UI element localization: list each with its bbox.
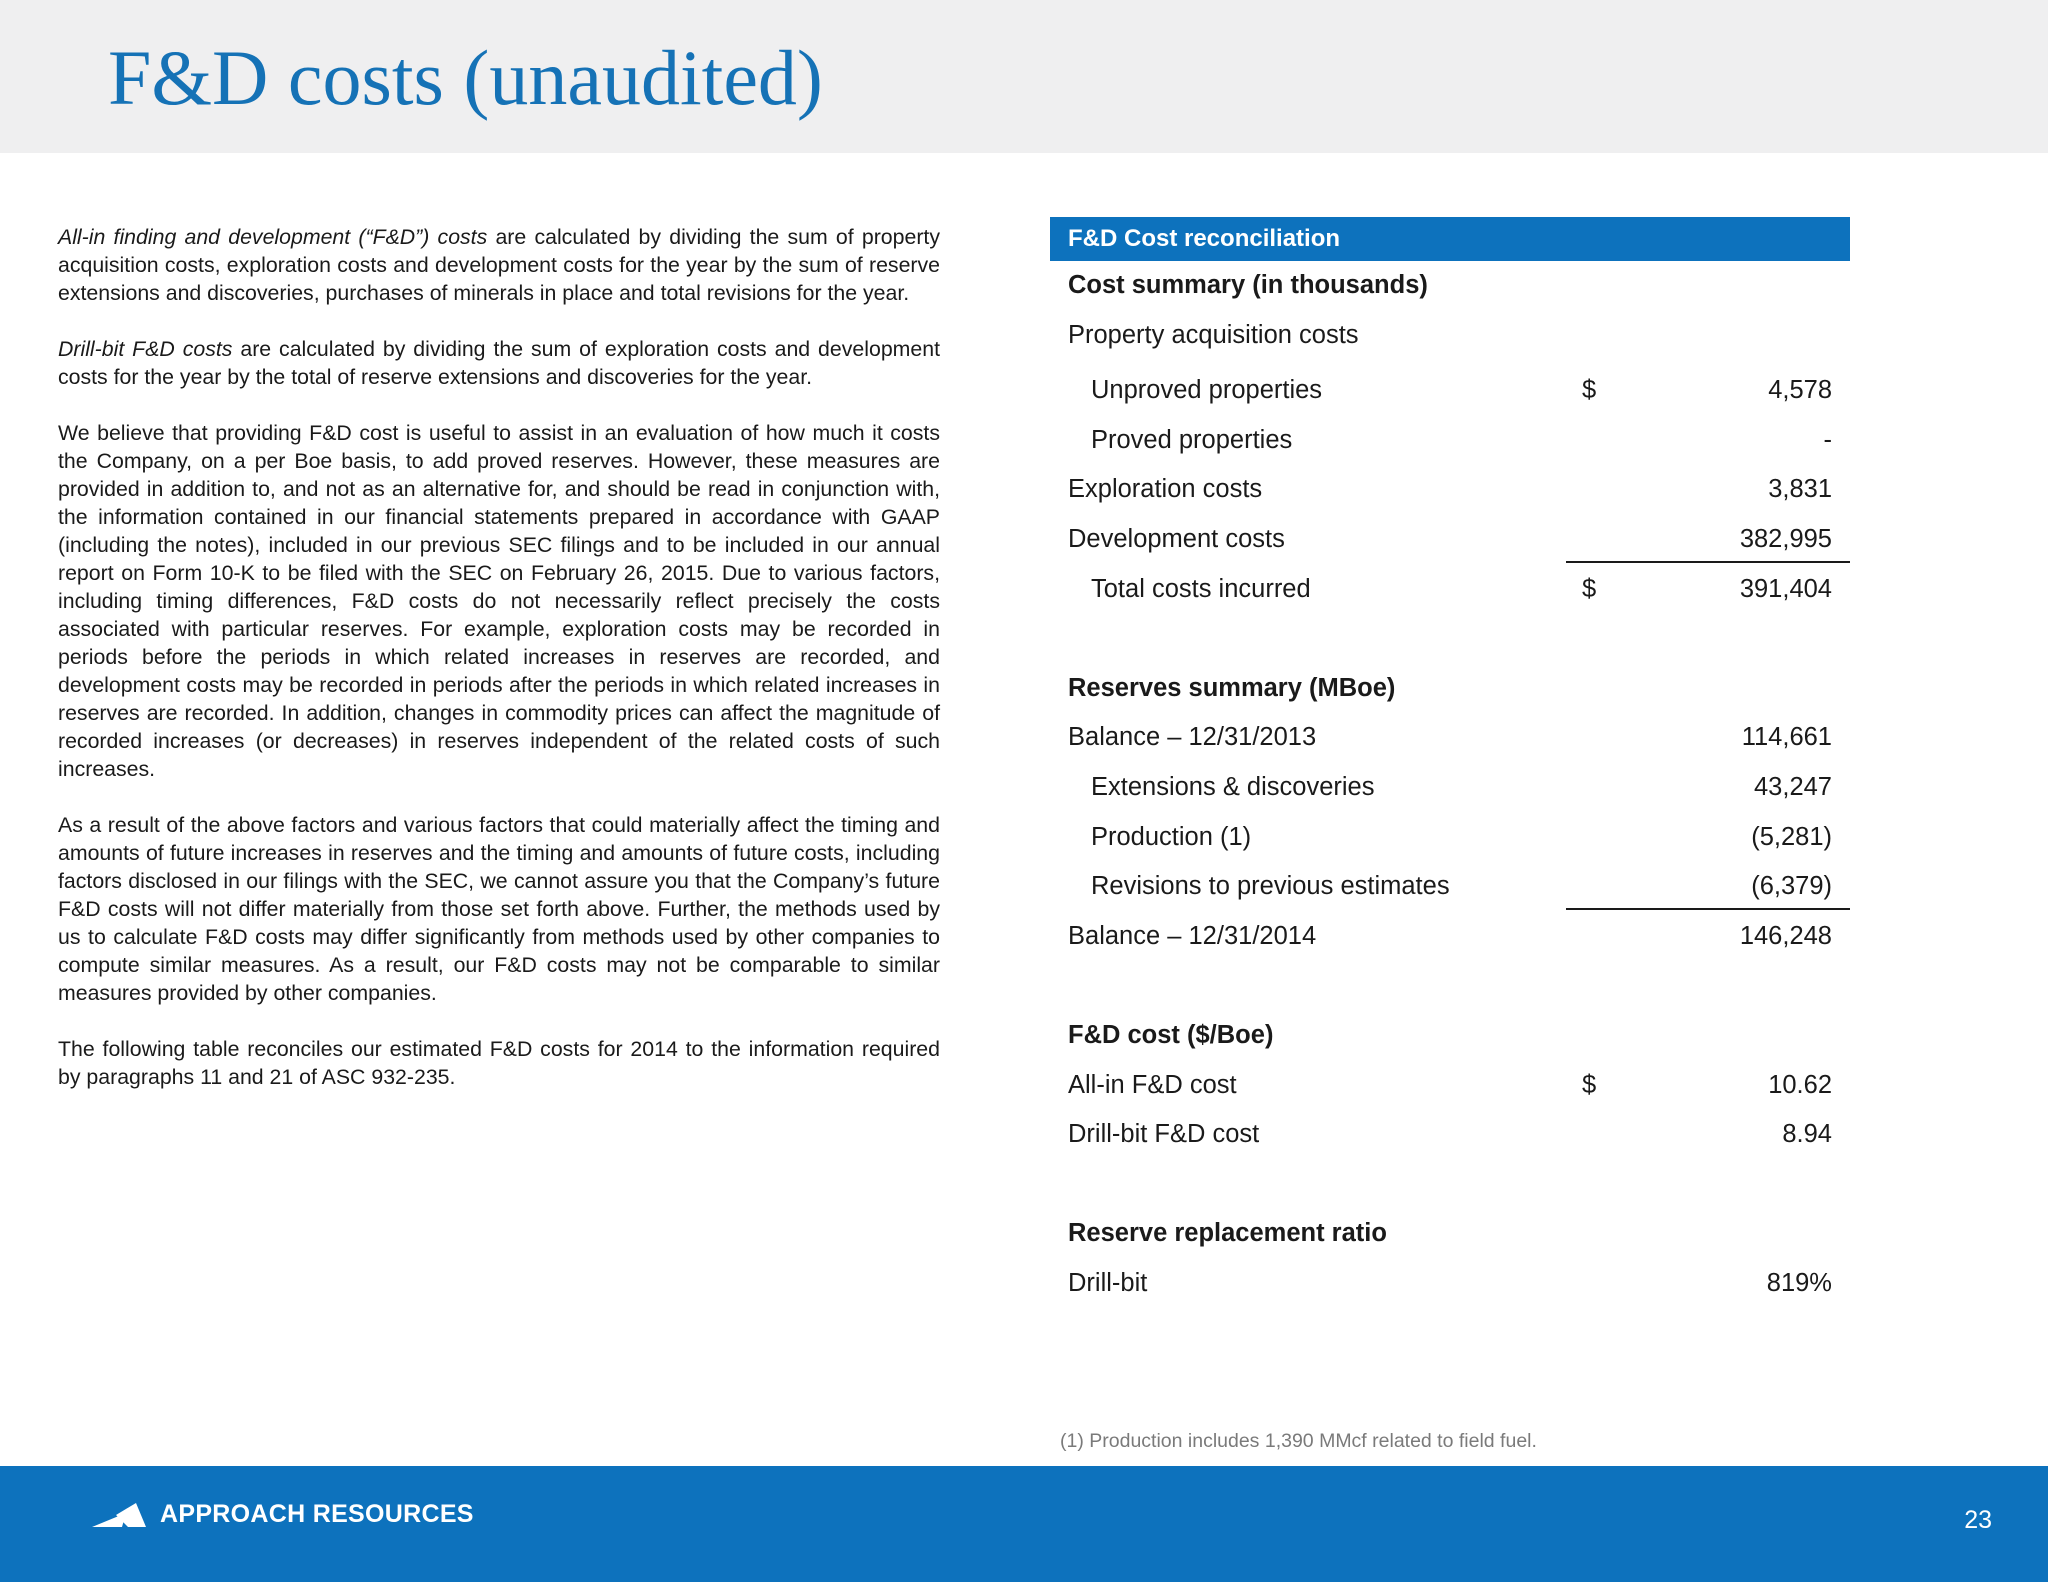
row-value: 819% (1766, 1268, 1832, 1297)
table-row (1050, 1259, 1850, 1309)
paragraph-text: are calculated by dividing the sum of exploration costs and development costs for the year by the total of reserve extensions and discoveries for the year. (58, 337, 941, 389)
term-allin-fd: All-in finding and development (“F&D”) costs (58, 225, 488, 249)
row-label: Unproved properties (1091, 376, 1323, 405)
row-label: Revisions to previous estimates (1091, 872, 1450, 901)
table-row (1050, 416, 1850, 466)
paragraph-limitations: As a result of the above factors and various factors that could materially affect the timing and amounts of future increases in reserves and the timing and amounts of future costs, including factors disclosed in our filings with the SEC, we cannot assure you that the Company’s future F&D costs will not differ materially from those set forth above. Further, the methods used by us to calculate F&D costs may differ significantly from methods used by other companies to compute similar measures. As a result, our F&D costs may not be comparable to similar measures provided by other companies. (58, 813, 940, 1005)
section-heading-cost-summary: Cost summary (in thousands) (1068, 271, 1428, 299)
approach-logo-icon (92, 1503, 146, 1527)
section-heading-reserves-summary: Reserves summary (MBoe) (1068, 673, 1396, 702)
currency-symbol: $ (1582, 574, 1597, 603)
paragraph-usefulness: We believe that providing F&D cost is useful to assist in an evaluation of how much it costs the Company, on a per Boe basis, to add proved reserves. However, these measures are provided in addition to, and not as an alternative for, and should be read in conjunction with, the information contained in our financial statements prepared in accordance with GAAP (including the notes), included in our previous SEC filings and to be included in our annual report on Form 10-K to be filed with the SEC on February 26, 2015. Due to various factors, including timing differences, F&D costs do not necessarily reflect precisely the costs associated with particular reserves. For example, exploration costs may be recorded in periods before the periods in which related increases in reserves are recorded, and development costs may be recorded in periods after the periods in which related increases in reserves are recorded. In addition, changes in commodity prices can affect the magnitude of recorded increases (or decreases) in reserves independent of the related costs of such increases. (58, 421, 940, 781)
row-label: Balance – 12/31/2014 (1068, 921, 1317, 950)
section-heading-fd-cost: F&D cost ($/Boe) (1068, 1020, 1274, 1049)
company-name: APPROACH RESOURCES (160, 1500, 474, 1528)
row-value: 8.94 (1782, 1120, 1832, 1149)
table-row (1050, 366, 1850, 416)
row-label: All-in F&D cost (1068, 1070, 1237, 1099)
row-label: Extensions & discoveries (1091, 772, 1375, 801)
table-row (1050, 465, 1850, 515)
section-spacer (1050, 1154, 1850, 1204)
table-row (1050, 1011, 1850, 1061)
fd-reconciliation-table (1050, 217, 1850, 1302)
paragraph-allin-definition (58, 223, 940, 307)
table-row (1050, 565, 1850, 615)
row-label: Drill-bit (1068, 1268, 1148, 1297)
body-text (58, 223, 940, 1119)
table-row (1050, 912, 1850, 962)
table-row (1050, 713, 1850, 763)
footer-bar (0, 1466, 2048, 1582)
paragraph-drillbit-definition (58, 335, 940, 391)
table-row (1050, 1061, 1850, 1111)
section-spacer (1050, 955, 1850, 1005)
table-row (1050, 862, 1850, 912)
row-value: 114,661 (1741, 723, 1832, 752)
currency-symbol: $ (1582, 376, 1597, 405)
table-row (1050, 515, 1850, 565)
page-title: F&D costs (unaudited) (108, 34, 823, 121)
row-label: Total costs incurred (1091, 574, 1311, 603)
table-row (1050, 311, 1850, 361)
title-bar (0, 0, 2048, 153)
row-label: Balance – 12/31/2013 (1068, 723, 1317, 752)
company-logo (92, 1500, 474, 1529)
row-label: Exploration costs (1068, 475, 1263, 504)
subtotal-rule (1566, 561, 1850, 563)
row-value: - (1823, 425, 1832, 454)
footnote: (1) Production includes 1,390 MMcf related to field fuel. (1060, 1430, 1537, 1452)
table-title: F&D Cost reconciliation (1050, 217, 1850, 261)
row-value: 146,248 (1739, 921, 1832, 950)
row-value: 382,995 (1739, 524, 1832, 553)
row-value: (5,281) (1751, 822, 1832, 851)
row-label: Development costs (1068, 524, 1285, 553)
row-value: 43,247 (1754, 772, 1832, 801)
term-drillbit-fd: Drill-bit F&D costs (58, 337, 233, 361)
table-row (1050, 261, 1850, 311)
table-row (1050, 1209, 1850, 1259)
paragraph-reconciliation-intro: The following table reconciles our estimated F&D costs for 2014 to the information required by paragraphs 11 and 21 of ASC 932-235. (58, 1037, 940, 1089)
table-row (1050, 664, 1850, 714)
subtotal-rule (1566, 908, 1850, 910)
section-heading-reserve-replacement: Reserve replacement ratio (1068, 1219, 1387, 1248)
row-label: Proved properties (1091, 425, 1293, 454)
row-label: Property acquisition costs (1068, 320, 1359, 349)
row-label: Drill-bit F&D cost (1068, 1120, 1260, 1149)
row-value: 4,578 (1768, 376, 1832, 405)
row-value: (6,379) (1751, 872, 1832, 901)
table-row (1050, 763, 1850, 813)
currency-symbol: $ (1582, 1070, 1597, 1099)
row-value: 391,404 (1739, 574, 1832, 603)
row-label: Production (1) (1091, 822, 1252, 851)
row-value: 3,831 (1768, 475, 1832, 504)
table-row (1050, 1110, 1850, 1160)
table-row (1050, 813, 1850, 863)
row-value: 10.62 (1768, 1070, 1832, 1099)
page-number: 23 (1964, 1506, 1992, 1534)
section-spacer (1050, 608, 1850, 658)
paragraph-text: are calculated by dividing the sum of property acquisition costs, exploration costs and development costs for the year by the sum of reserve extensions and discoveries, purchases of minerals in place and total revisions for the year. (58, 225, 940, 305)
